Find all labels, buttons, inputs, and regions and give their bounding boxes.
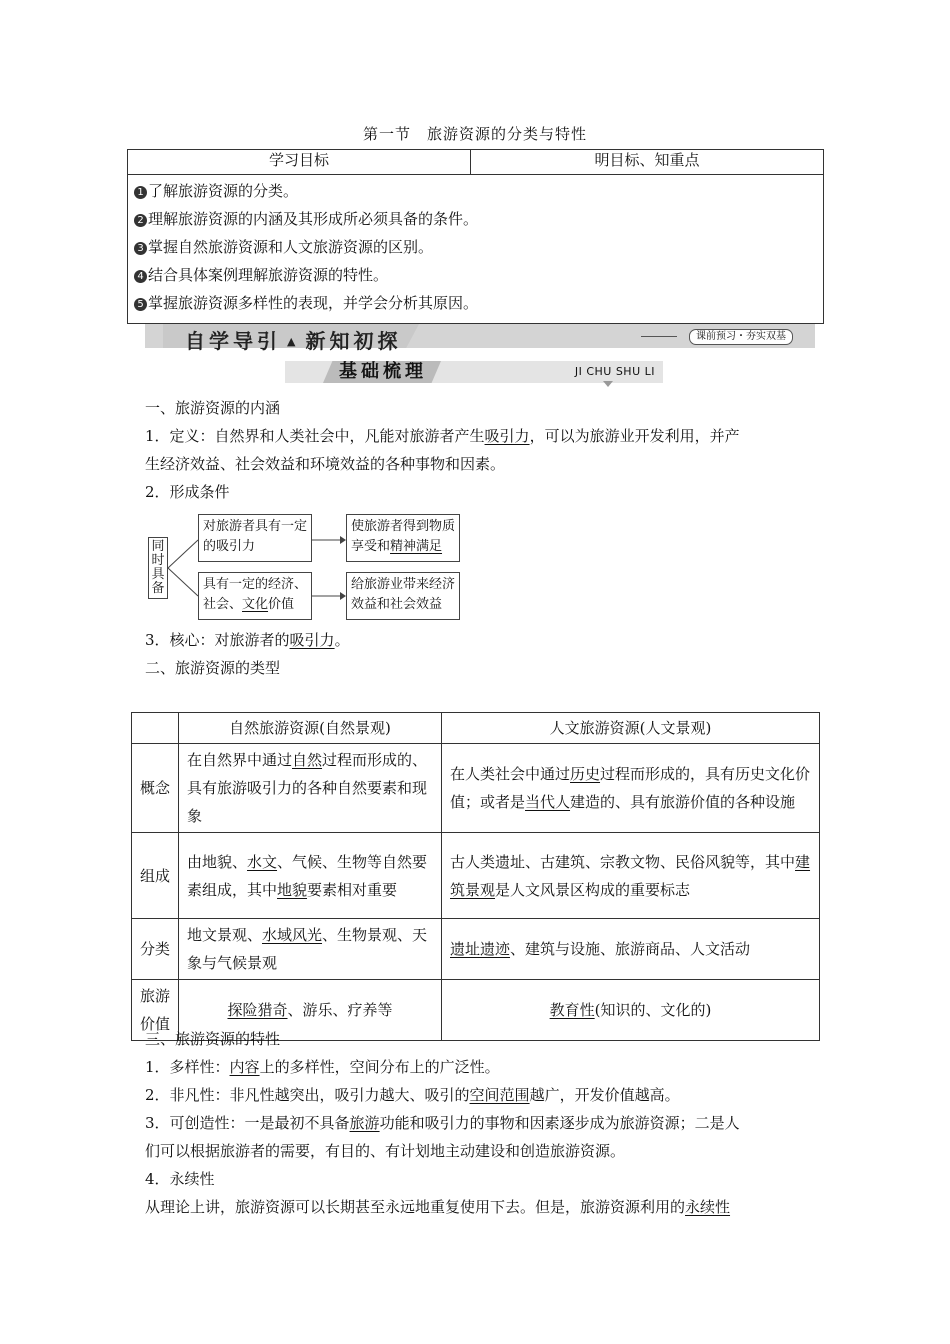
sustainability-heading: 4．永续性 [145, 1170, 215, 1188]
goal-item: 5 掌握旅游资源多样性的表现，并学会分析其原因。 [134, 289, 817, 317]
condition-box-attraction: 对旅游者具有一定的吸引力 [198, 514, 312, 562]
number-badge-icon: 1 [134, 186, 147, 199]
section3-heading: 三、旅游资源的特性 [145, 1030, 281, 1048]
conditions-heading: 2．形成条件 [145, 483, 230, 501]
section-banner [145, 324, 815, 353]
number-badge-icon: 2 [134, 214, 147, 227]
triangle-icon: ▲ [287, 335, 300, 348]
classification-natural: 地文景观、水域风光、生物景观、天象与气候景观 [179, 919, 442, 980]
conditions-diagram [146, 512, 466, 622]
goal-item: 4 结合具体案例理解旅游资源的特性。 [134, 261, 817, 289]
classification-human: 遗址遗迹、建筑与设施、旅游商品、人文活动 [442, 919, 820, 980]
sub-banner [285, 361, 663, 383]
table-row: 概念 在自然界中通过自然过程而形成的、具有旅游吸引力的各种自然要素和现象 在人类社会中通过历史过程而形成的，具有历史文化价值；或者是当代人建造的、具有旅游价值的各种设施 [132, 744, 820, 833]
condition-box-value: 具有一定的经济、社会、文化价值 [198, 572, 312, 620]
resource-types-table [131, 712, 820, 1041]
goals-header-right: 明目标、知重点 [471, 150, 824, 175]
creatable-line: 3．可创造性：一是最初不具备旅游功能和吸引力的事物和因素逐步成为旅游资源；二是人 [145, 1114, 740, 1132]
number-badge-icon: 4 [134, 270, 147, 283]
learning-goals-table [127, 149, 824, 324]
goal-item: 1 了解旅游资源的分类。 [134, 177, 817, 205]
goals-header-left: 学习目标 [128, 150, 471, 175]
number-badge-icon: 3 [134, 242, 147, 255]
number-badge-icon: 5 [134, 298, 147, 311]
extraordinary-line: 2．非凡性：非凡性越突出，吸引力越大、吸引的空间范围越广，开发价值越高。 [145, 1086, 680, 1104]
sub-banner-pinyin: JI CHU SHU LI [574, 365, 655, 378]
definition-line: 1．定义：自然界和人类社会中，凡能对旅游者产生吸引力，可以为旅游业开发利用，并产 [145, 427, 740, 445]
result-box-benefits: 给旅游业带来经济效益和社会效益 [346, 572, 460, 620]
goal-item: 3 掌握自然旅游资源和人文旅游资源的区别。 [134, 233, 817, 261]
value-human: 教育性(知识的、文化的) [442, 980, 820, 1041]
col-human: 人文旅游资源(人文景观) [442, 713, 820, 744]
table-row: 分类 地文景观、水域风光、生物景观、天象与气候景观 遗址遗迹、建筑与设施、旅游商品、人文活动 [132, 919, 820, 980]
table-row: 旅游价值 探险猎奇、游乐、疗养等 教育性(知识的、文化的) [132, 980, 820, 1041]
table-row: 组成 由地貌、水文、气候、生物等自然要素组成，其中地貌要素相对重要 古人类遗址、古建筑、宗教文物、民俗风貌等，其中建筑景观是人文风景区构成的重要标志 [132, 833, 820, 919]
definition-line-2: 生经济效益、社会效益和环境效益的各种事物和因素。 [145, 455, 506, 473]
caret-down-icon [603, 381, 613, 387]
creatable-line-2: 们可以根据旅游者的需要，有目的、有计划地主动建设和创造旅游资源。 [145, 1142, 626, 1160]
composition-natural: 由地貌、水文、气候、生物等自然要素组成，其中地貌要素相对重要 [179, 833, 442, 919]
concept-human: 在人类社会中通过历史过程而形成的，具有历史文化价值；或者是当代人建造的、具有旅游价值的各种设施 [442, 744, 820, 833]
diversity-line: 1．多样性：内容上的多样性，空间分布上的广泛性。 [145, 1058, 500, 1076]
composition-human: 古人类遗址、古建筑、宗教文物、民俗风貌等，其中建筑景观是人文风景区构成的重要标志 [442, 833, 820, 919]
divider [641, 336, 677, 337]
section2-heading: 二、旅游资源的类型 [145, 659, 281, 677]
page-title: 第一节 旅游资源的分类与特性 [362, 125, 587, 143]
diagram-side-label: 同时具备 [148, 537, 168, 599]
value-natural: 探险猎奇、游乐、疗养等 [179, 980, 442, 1041]
section1-heading: 一、旅游资源的内涵 [145, 399, 281, 417]
sub-banner-title: 基础梳理 [339, 361, 427, 382]
goals-list [128, 175, 824, 324]
col-natural: 自然旅游资源(自然景观) [179, 713, 442, 744]
result-box-satisfaction: 使旅游者得到物质享受和精神满足 [346, 514, 460, 562]
concept-natural: 在自然界中通过自然过程而形成的、具有旅游吸引力的各种自然要素和现象 [179, 744, 442, 833]
banner-left-label: 自学导引 [185, 329, 281, 353]
core-line: 3．核心：对旅游者的吸引力。 [145, 631, 350, 649]
banner-tag: 课前预习・夯实双基 [689, 329, 793, 345]
goal-item: 2 理解旅游资源的内涵及其形成所必须具备的条件。 [134, 205, 817, 233]
banner-right-label: 新知初探 [305, 329, 402, 353]
sustainability-line: 从理论上讲，旅游资源可以长期甚至永远地重复使用下去。但是，旅游资源利用的永续性 [145, 1198, 731, 1216]
